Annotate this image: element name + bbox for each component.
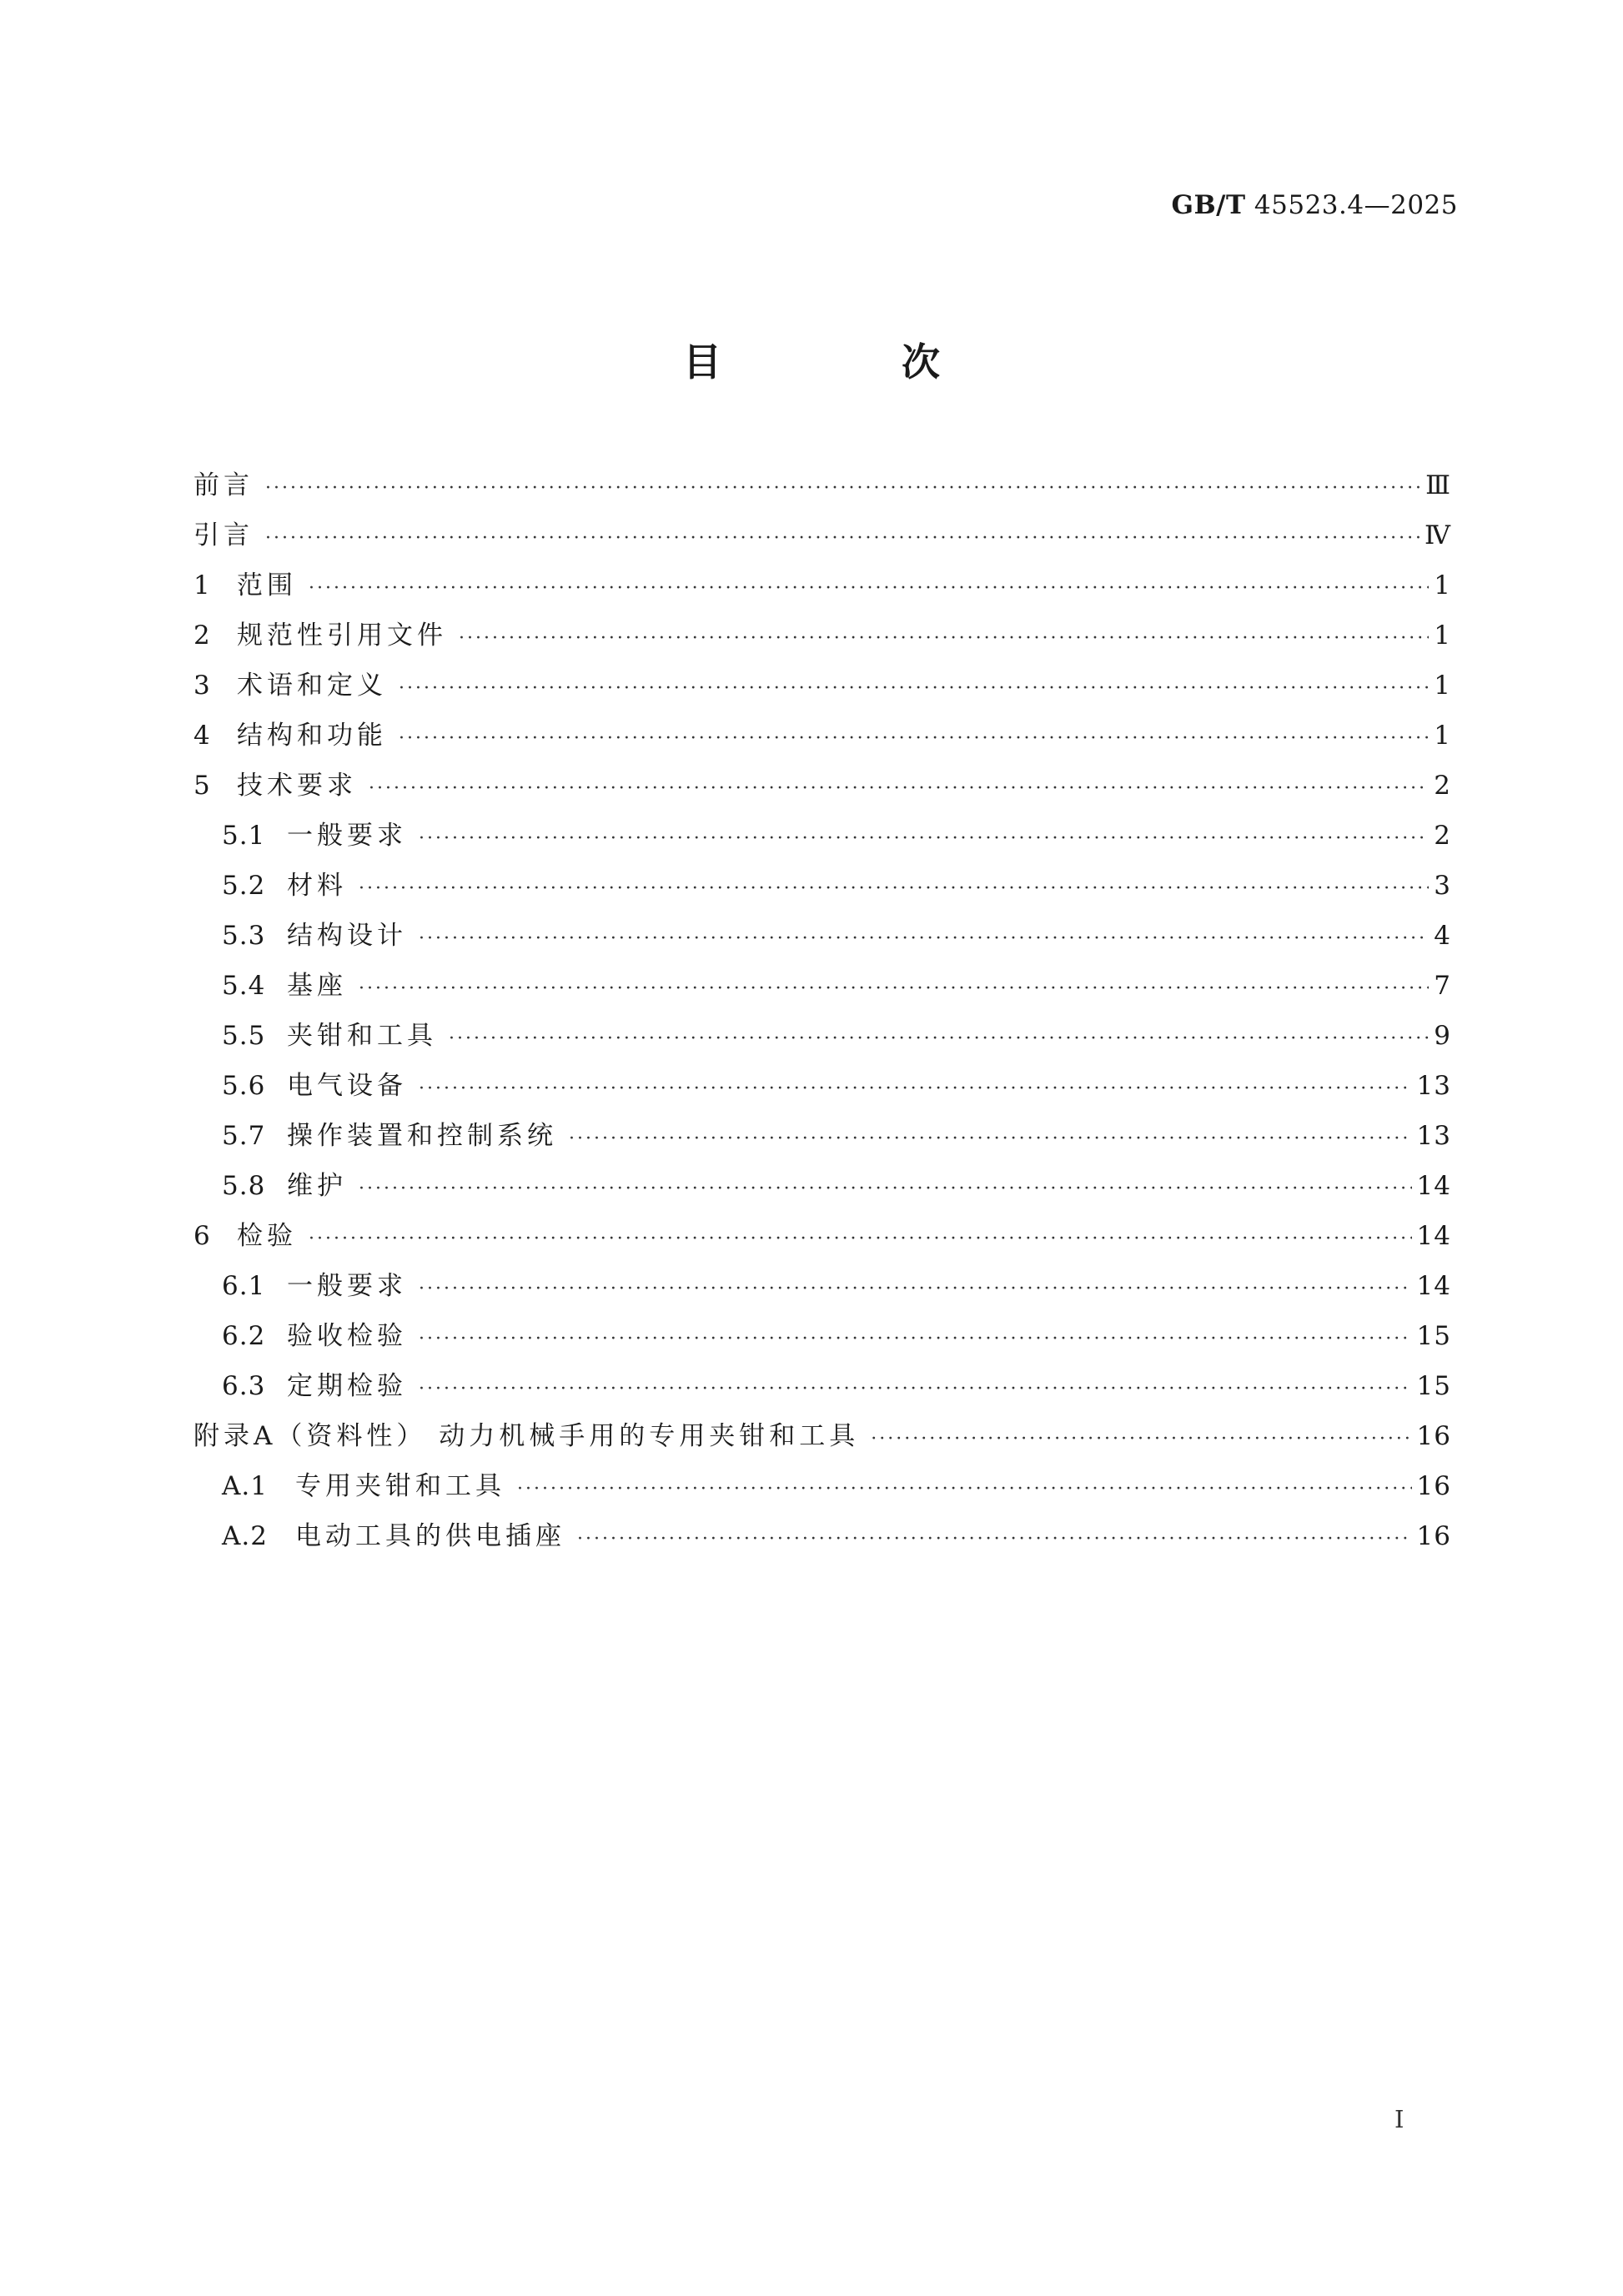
page-title: 目 次 [682, 339, 1023, 384]
toc-entry-label: 规范性引用文件 [237, 620, 447, 651]
toc-entry-label: 结构设计 [287, 921, 407, 951]
toc-entry[interactable] [193, 961, 1451, 1011]
toc-entry-label: 电气设备 [287, 1071, 407, 1101]
toc-entry[interactable] [193, 1161, 1451, 1211]
toc-entry-page: 16 [1416, 1521, 1451, 1551]
toc-entry[interactable] [193, 460, 1451, 510]
toc-entry-label: 一般要求 [287, 821, 407, 851]
toc-entry-number: 6 [193, 1221, 211, 1251]
toc-dot-leader [369, 764, 1429, 814]
toc-entry-label: 材料 [287, 871, 347, 901]
toc-dot-leader [871, 1414, 1411, 1465]
toc-entry[interactable] [193, 911, 1451, 961]
toc-entry-page: 3 [1434, 871, 1451, 901]
toc-entry-page: 14 [1416, 1171, 1451, 1201]
toc-entry-number: 5.5 [222, 1021, 266, 1051]
toc-entry-page: 1 [1434, 570, 1451, 600]
toc-entry-page: 1 [1434, 671, 1451, 701]
toc-entry-page: 15 [1416, 1321, 1451, 1351]
toc-entry-page: 15 [1416, 1371, 1451, 1401]
toc-entry[interactable] [193, 1311, 1451, 1361]
toc-entry[interactable] [193, 1061, 1451, 1111]
toc-entry-page: 9 [1434, 1021, 1451, 1051]
toc-entry-label: 操作装置和控制系统 [287, 1121, 557, 1151]
toc-entry-number: 4 [193, 721, 211, 751]
toc-entry-label: 夹钳和工具 [287, 1021, 437, 1051]
toc-entry-page: 1 [1434, 721, 1451, 751]
toc-entry-number: A.2 [222, 1521, 268, 1551]
toc-entry[interactable] [193, 761, 1451, 811]
toc-entry-page: 4 [1434, 921, 1451, 951]
toc-entry[interactable] [193, 560, 1451, 610]
toc-entry-number: 5.3 [222, 921, 266, 951]
toc-entry-label: 专用夹钳和工具 [295, 1471, 505, 1501]
toc-entry-page: 7 [1434, 971, 1451, 1001]
toc-entry[interactable] [193, 610, 1451, 661]
toc-entry-label: 维护 [287, 1171, 347, 1201]
standard-number: 45523.4—2025 [1254, 190, 1458, 220]
toc-entry-number: 1 [193, 570, 211, 600]
toc-entry-label: 前言 [193, 470, 254, 500]
toc-dot-leader [265, 464, 1420, 514]
toc-entry[interactable] [193, 1111, 1451, 1161]
toc-entry-label: 结构和功能 [237, 721, 387, 751]
toc-entry[interactable] [193, 811, 1451, 861]
toc-entry[interactable] [193, 1511, 1451, 1561]
toc-entry-page: 2 [1434, 771, 1451, 801]
toc-entry-page: 1 [1434, 620, 1451, 651]
toc-dot-leader [359, 964, 1429, 1014]
toc-entry-label: 定期检验 [287, 1371, 407, 1401]
toc-entry-number: 3 [193, 671, 211, 701]
toc-entry-label: 验收检验 [287, 1321, 407, 1351]
toc-entry-number: 5 [193, 771, 211, 801]
toc-entry-page: 2 [1434, 821, 1451, 851]
toc-entry-page: Ⅲ [1425, 470, 1451, 500]
toc-entry-number: 5.7 [222, 1121, 266, 1151]
toc-entry-page: 13 [1416, 1121, 1451, 1151]
toc-dot-leader [459, 614, 1429, 664]
toc-entry-page: 16 [1416, 1421, 1451, 1451]
toc-entry-number: 2 [193, 620, 211, 651]
toc-entry-number: 6.1 [222, 1271, 266, 1301]
toc-entry-page: Ⅳ [1425, 520, 1451, 550]
toc-dot-leader [419, 1064, 1412, 1114]
toc-dot-leader [419, 1264, 1412, 1314]
toc-dot-leader [517, 1465, 1412, 1515]
toc-entry-page: 14 [1416, 1221, 1451, 1251]
toc-entry-label: 技术要求 [237, 771, 357, 801]
toc-dot-leader [569, 1114, 1412, 1164]
toc-entry-number: 5.6 [222, 1071, 266, 1101]
toc-entry-label: 附录A（资料性） 动力机械手用的专用夹钳和工具 [193, 1421, 860, 1451]
toc-entry-number: 6.3 [222, 1371, 266, 1401]
toc-dot-leader [577, 1515, 1412, 1565]
toc-entry-label: 范围 [237, 570, 297, 600]
toc-entry[interactable] [193, 711, 1451, 761]
toc-entry-label: 一般要求 [287, 1271, 407, 1301]
toc-entry[interactable] [193, 1411, 1451, 1461]
toc-entry-number: 6.2 [222, 1321, 266, 1351]
toc-dot-leader [419, 1314, 1412, 1364]
toc-entry[interactable] [193, 1211, 1451, 1261]
toc-dot-leader [419, 814, 1429, 864]
toc-entry[interactable] [193, 510, 1451, 560]
toc-entry-label: 引言 [193, 520, 254, 550]
toc-entry[interactable] [193, 661, 1451, 711]
toc-entry-number: 5.4 [222, 971, 266, 1001]
toc-entry-number: 5.8 [222, 1171, 266, 1201]
toc-entry[interactable] [193, 1011, 1451, 1061]
table-of-contents [193, 460, 1451, 1561]
toc-entry-page: 13 [1416, 1071, 1451, 1101]
toc-dot-leader [309, 564, 1429, 614]
toc-dot-leader [265, 514, 1419, 564]
standard-code [1171, 190, 1458, 220]
toc-dot-leader [419, 914, 1429, 964]
standard-prefix: GB/T [1171, 190, 1246, 220]
toc-entry-label: 基座 [287, 971, 347, 1001]
toc-entry-number: 5.2 [222, 871, 266, 901]
toc-dot-leader [399, 664, 1429, 714]
toc-dot-leader [419, 1364, 1412, 1414]
toc-entry-page: 16 [1416, 1471, 1451, 1501]
toc-dot-leader [359, 864, 1429, 914]
toc-entry[interactable] [193, 1461, 1451, 1511]
toc-entry-label: 电动工具的供电插座 [295, 1521, 565, 1551]
toc-dot-leader [449, 1014, 1429, 1064]
toc-entry[interactable] [193, 861, 1451, 911]
toc-entry-label: 检验 [237, 1221, 297, 1251]
toc-dot-leader [309, 1214, 1412, 1264]
toc-dot-leader [399, 714, 1429, 764]
toc-entry-number: A.1 [222, 1471, 268, 1501]
toc-entry-label: 术语和定义 [237, 671, 387, 701]
toc-entry[interactable] [193, 1361, 1451, 1411]
footer-page-number: I [1394, 2105, 1404, 2133]
toc-dot-leader [359, 1164, 1412, 1214]
toc-entry-page: 14 [1416, 1271, 1451, 1301]
toc-entry[interactable] [193, 1261, 1451, 1311]
toc-entry-number: 5.1 [222, 821, 266, 851]
